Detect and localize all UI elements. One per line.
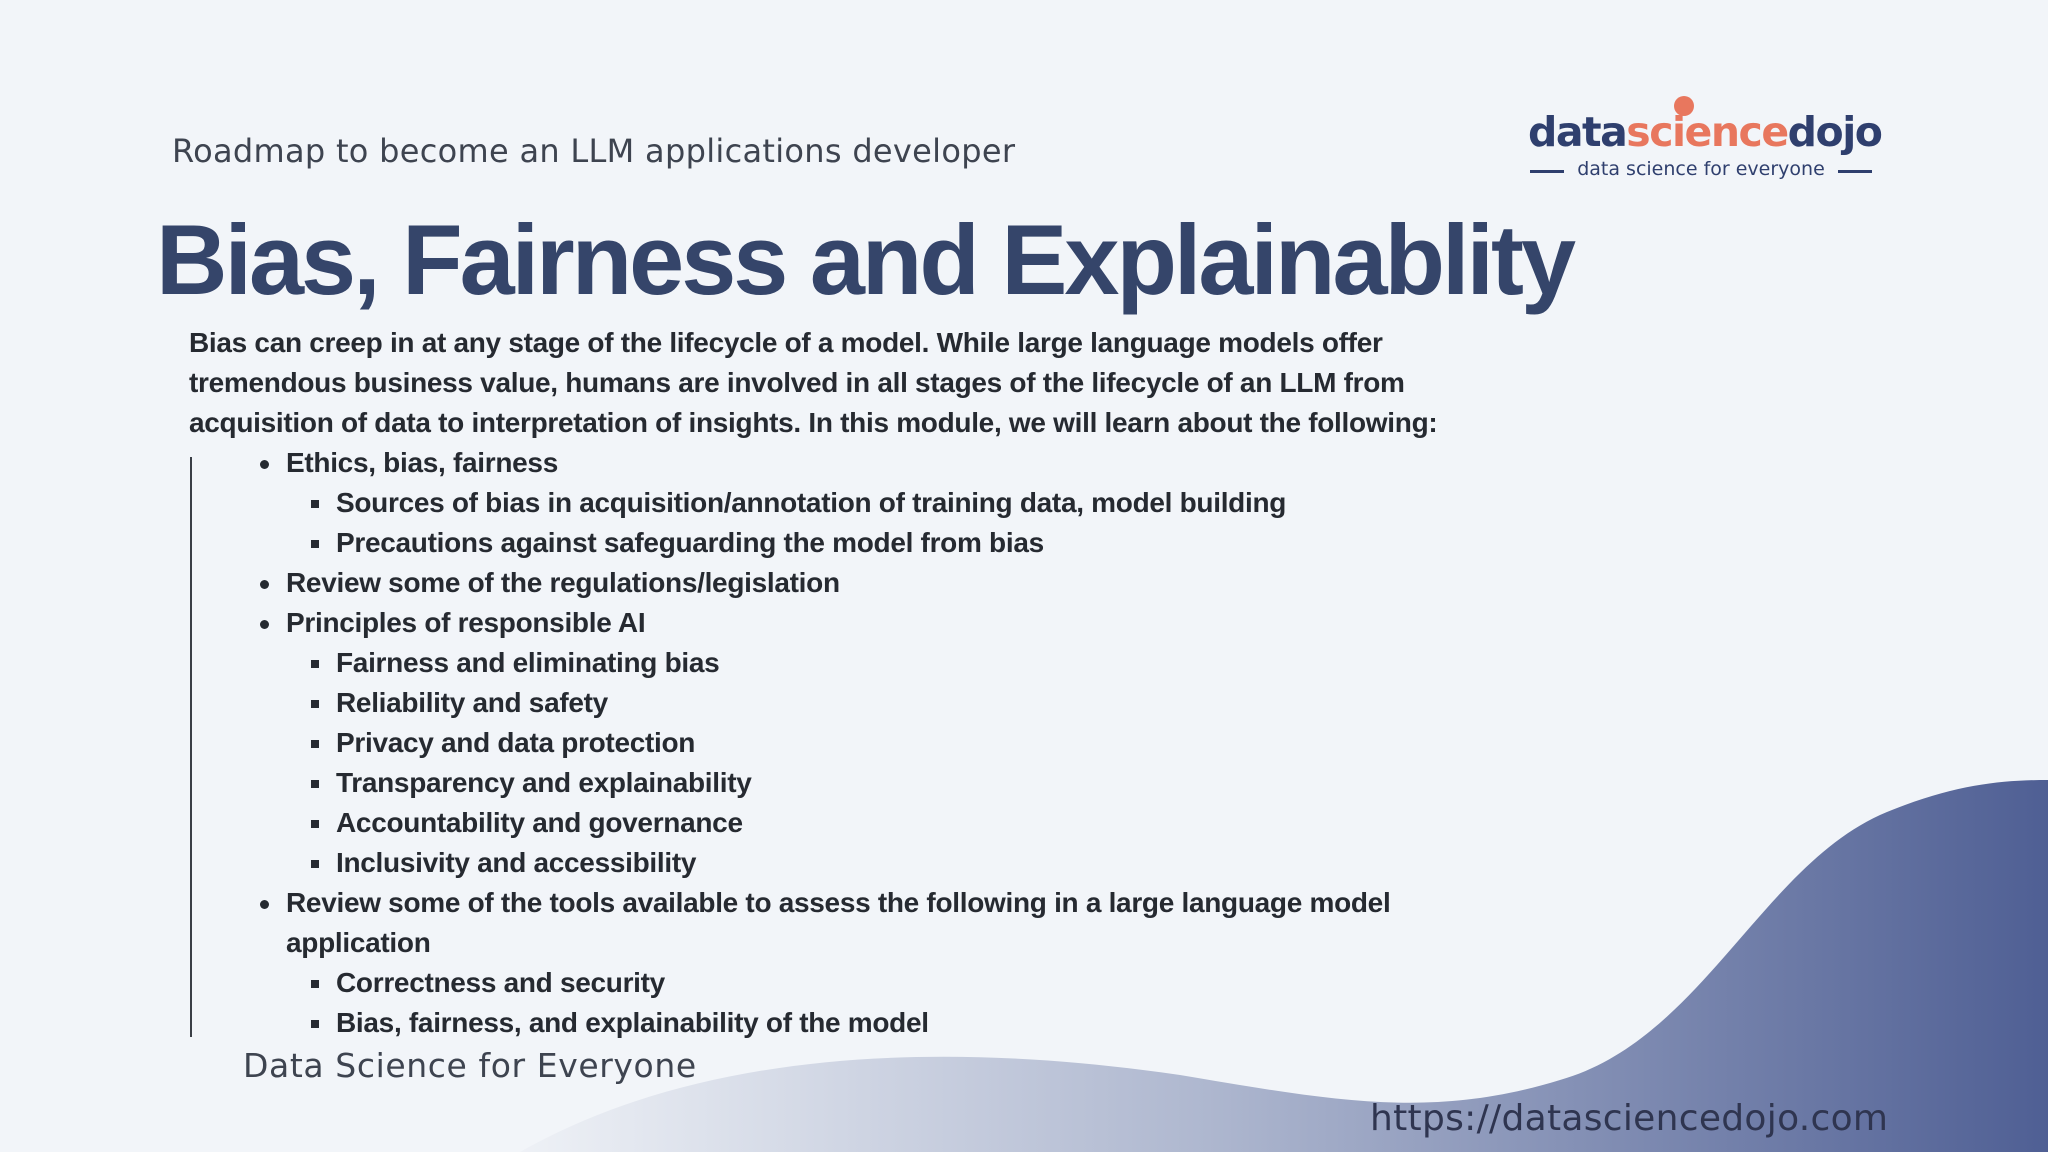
intro-paragraph: Bias can creep in at any stage of the lifecycle of a model. While large language models offer tremendous business value, humans are involved in all stages of the lifecycle of an LLM from acquisition of data to interpretation of insights. In this module, we will learn about the following: [189,327,1438,438]
website-url[interactable]: https://datasciencedojo.com [1370,1098,1889,1139]
outline-subitem: Reliability and safety [256,683,1506,723]
outline-subitem: Fairness and eliminating bias [256,643,1506,683]
outline-subitem: Accountability and governance [256,803,1506,843]
outline-item: Ethics, bias, fairness [256,443,1506,483]
outline-subitem: Transparency and explainability [256,763,1506,803]
outline-subitem: Correctness and security [256,963,1506,1003]
outline-item: Principles of responsible AI [256,603,1506,643]
deck-subtitle: Roadmap to become an LLM applications developer [172,132,1016,170]
topic-outline [256,443,1506,1043]
logo-wordmark: datasciencedojo [1528,108,1882,156]
outline-subitem: Inclusivity and accessibility [256,843,1506,883]
outline-subitem: Precautions against safeguarding the model from bias [256,523,1506,563]
outline-subitem: Privacy and data protection [256,723,1506,763]
outline-rule [190,457,192,1037]
outline-subitem: Bias, fairness, and explainability of the model [256,1003,1506,1043]
footer-tagline: Data Science for Everyone [243,1046,697,1085]
outline-item: Review some of the regulations/legislation [256,563,1506,603]
logo-divider-right [1838,170,1872,173]
datasciencedojo-logo [1528,96,1882,186]
slide-title: Bias, Fairness and Explainablity [156,204,1574,315]
outline-subitem: Sources of bias in acquisition/annotation of training data, model building [256,483,1506,523]
outline-item: Review some of the tools available to assess the following in a large language model application [256,883,1506,963]
logo-tagline: data science for everyone [1577,158,1825,180]
